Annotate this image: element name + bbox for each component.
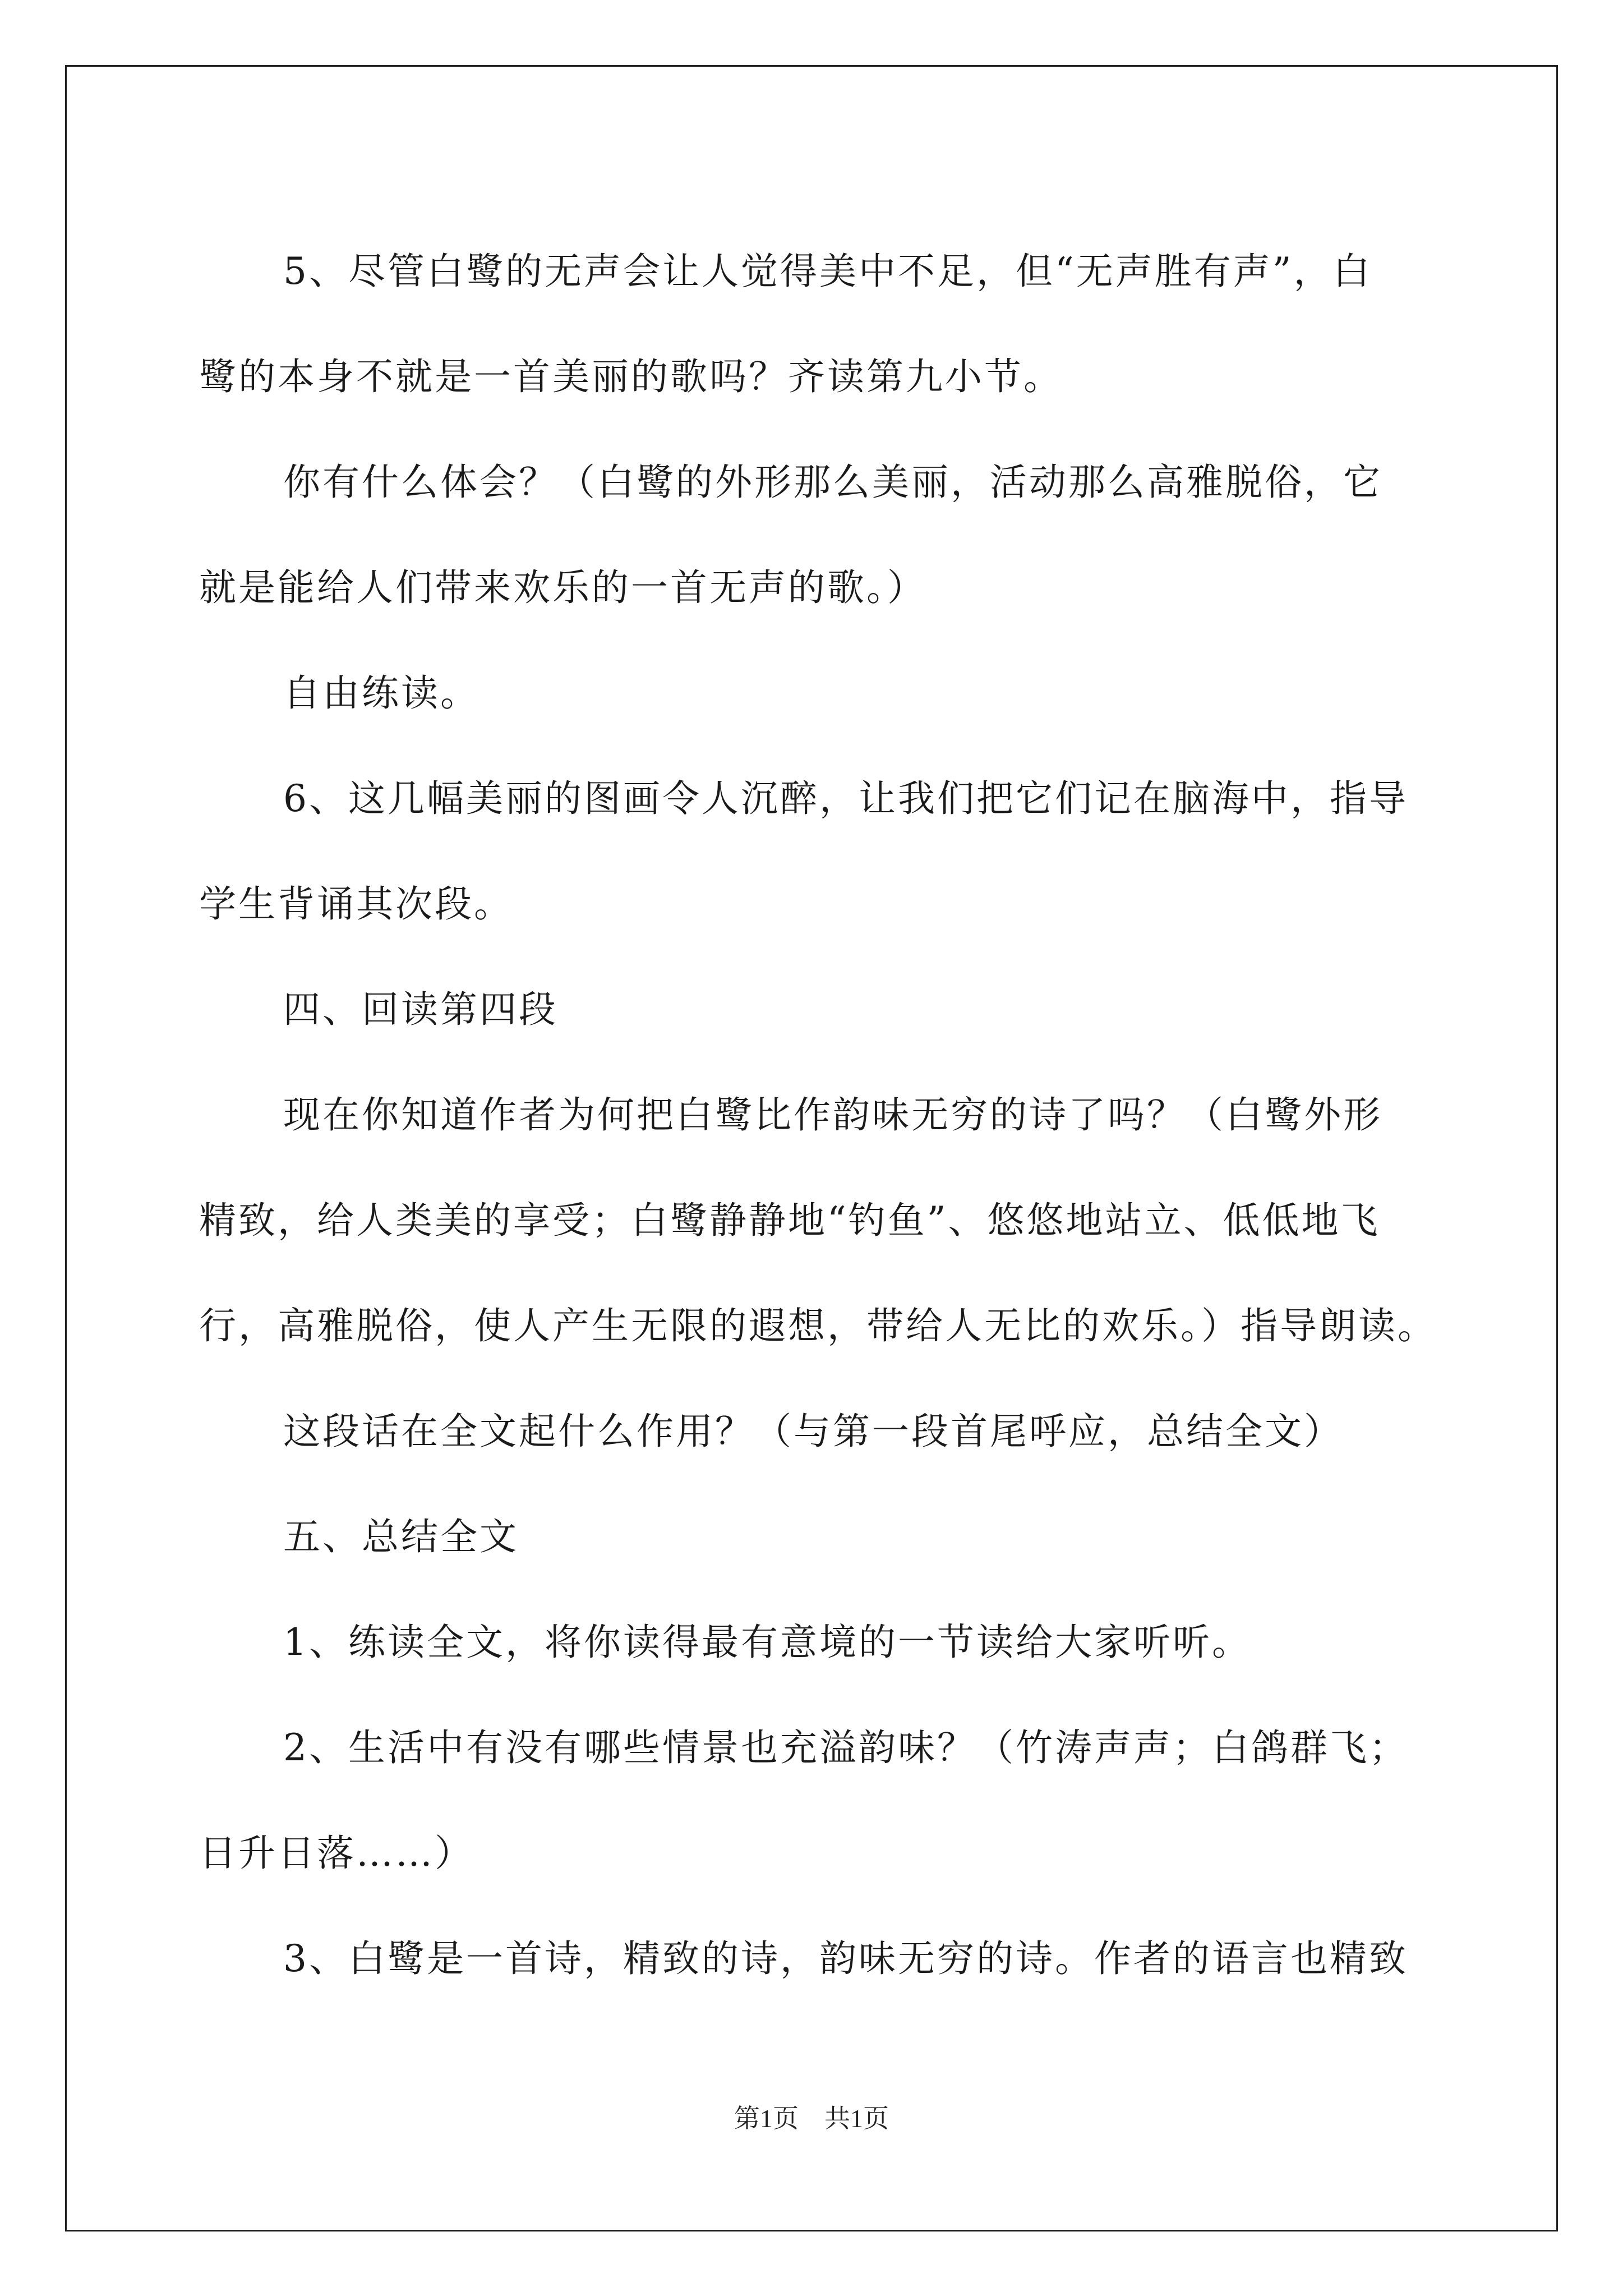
paragraph-line: 学生背诵其次段。 (199, 882, 513, 926)
paragraph-line: 1、练读全文，将你读得最有意境的一节读给大家听听。 (283, 1621, 1251, 1664)
page-number: 第1页 共1页 (734, 2104, 889, 2133)
paragraph-line: 自由练读。 (283, 671, 479, 715)
paragraph-line: 6、这几幅美丽的图画令人沉醉，让我们把它们记在脑海中，指导 (283, 777, 1408, 820)
paragraph-line: 精致，给人类美的享受；白鹭静静地“钓鱼”、悠悠地站立、低低地飞 (199, 1199, 1380, 1242)
paragraph-line: 现在你知道作者为何把白鹭比作韵味无穷的诗了吗？（白鹭外形 (283, 1093, 1382, 1137)
paragraph-line: 你有什么体会？（白鹭的外形那么美丽，活动那么高雅脱俗，它 (283, 461, 1382, 504)
paragraph-line: 鹭的本身不就是一首美丽的歌吗？齐读第九小节。 (199, 355, 1063, 398)
paragraph-line: 2、生活中有没有哪些情景也充溢韵味？（竹涛声声；白鸽群飞； (283, 1726, 1408, 1769)
paragraph-line: 3、白鹭是一首诗，精致的诗，韵味无穷的诗。作者的语言也精致 (283, 1937, 1408, 1980)
paragraph-line: 5、尽管白鹭的无声会让人觉得美中不足，但“无声胜有声”，白 (283, 250, 1372, 293)
section-heading: 五、总结全文 (283, 1515, 519, 1558)
paragraph-line: 行，高雅脱俗，使人产生无限的遐想，带给人无比的欢乐。）指导朗读。 (199, 1304, 1437, 1347)
paragraph-line: 日升日落……） (199, 1832, 474, 1875)
paragraph-line: 就是能给人们带来欢乐的一首无声的歌。） (199, 566, 926, 609)
section-heading: 四、回读第四段 (283, 988, 558, 1031)
paragraph-line: 这段话在全文起什么作用？（与第一段首尾呼应，总结全文） (283, 1410, 1343, 1453)
